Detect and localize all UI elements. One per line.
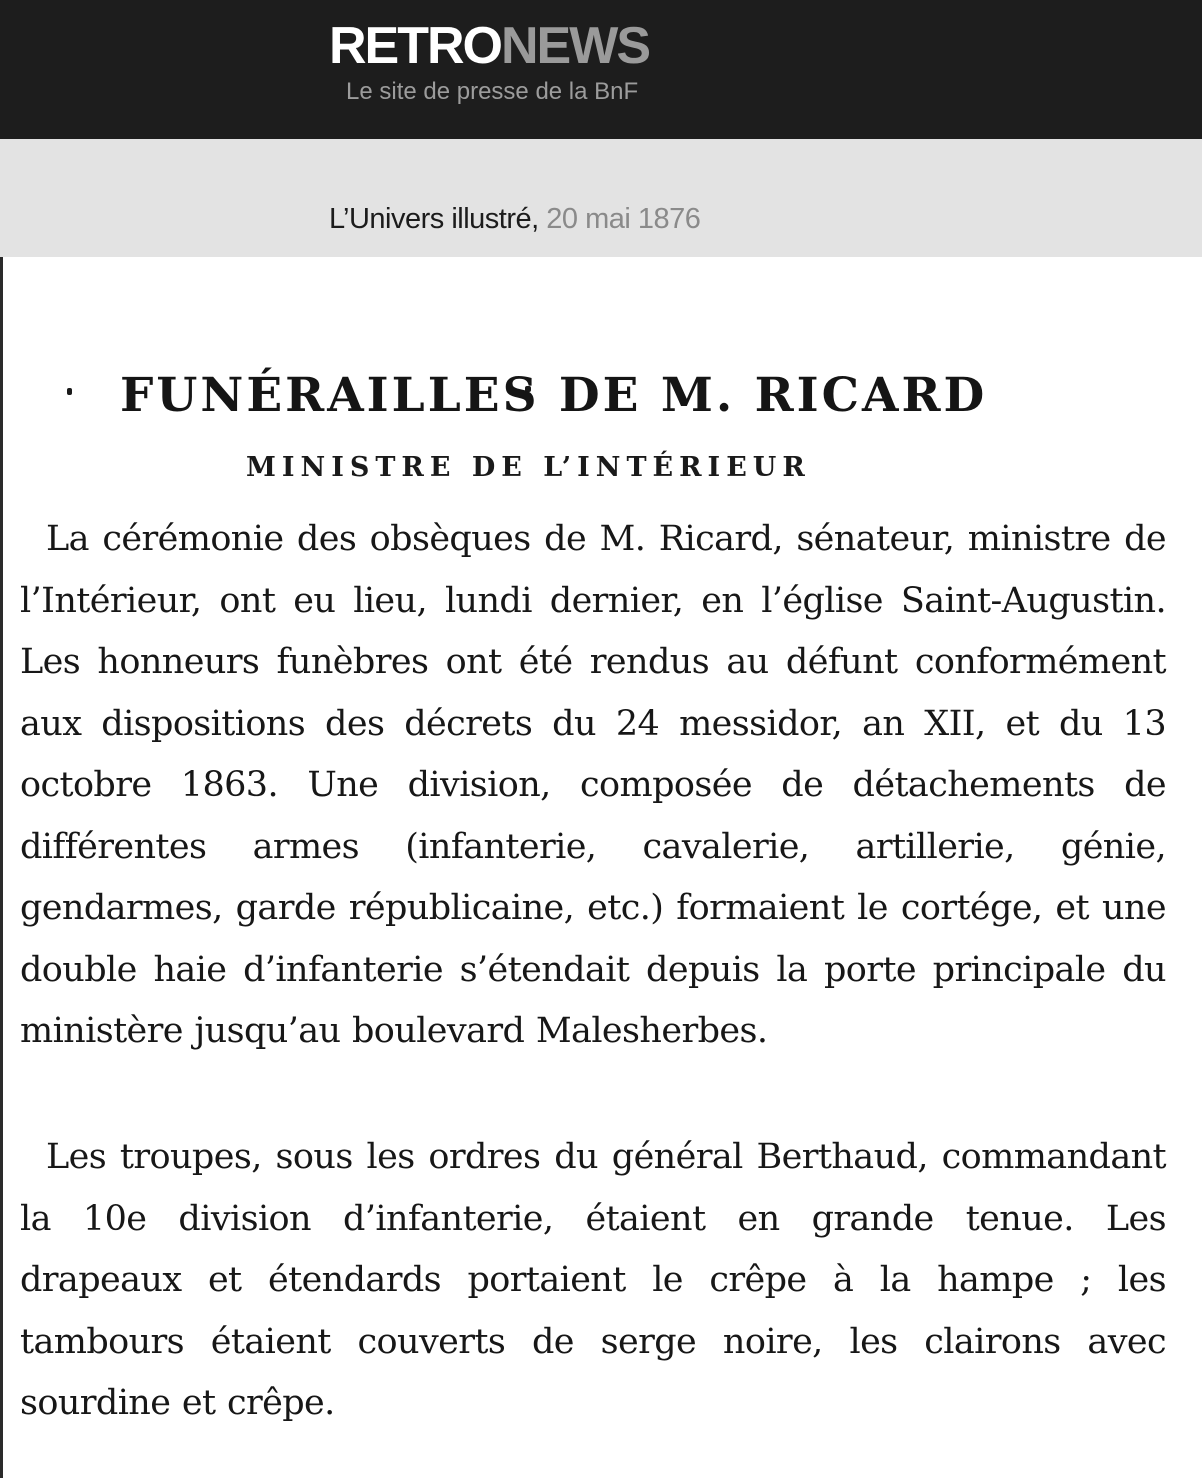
site-tagline: Le site de presse de la BnF [346,78,639,105]
article-headline: FUNÉRAILLES DE M. RICARD [120,368,988,424]
site-header [0,0,1202,139]
logo-news-text: NEWS [501,17,649,75]
source-bar [0,139,1202,257]
article-paragraph-2: Les troupes, sous les ordres du général Berthaud, commandant la 10e division d’infanterie, étaient en grande tenue. Les drapeaux et étendards portaient le crêpe à la hampe ; les tambours étaient couverts de serge noire, les clairons avec sourdine et crêpe. [20,1137,1166,1423]
publication-name: L’Univers illustré, [329,203,539,235]
clipping-left-border [0,257,3,1478]
source-citation [329,201,700,237]
publication-date: 20 mai 1876 [546,203,701,235]
print-speck [67,388,72,395]
logo-retro-text: RETRO [329,17,501,75]
retronews-logo[interactable] [329,18,649,74]
article-paragraph-1: La cérémonie des obsèques de M. Ricard, sénateur, ministre de l’Intérieur, ont eu lieu, lundi dernier, en l’église Saint-Augustin. Les honneurs funèbres ont été rendus au défunt conformément aux dispositions des décrets du 24 messidor, an XII, et du 13 octobre 1863. Une division, composée de détachements de différentes armes (infanterie, cavalerie, artillerie, génie, gendarmes, garde républicaine, etc.) formaient le cortége, et une double haie d’infanterie s’étendait depuis la porte principale du ministère jusqu’au boulevard Malesherbes. [20,519,1166,1051]
newspaper-clipping [0,257,1202,1478]
article-subhead: MINISTRE DE L’INTÉRIEUR [246,452,811,484]
